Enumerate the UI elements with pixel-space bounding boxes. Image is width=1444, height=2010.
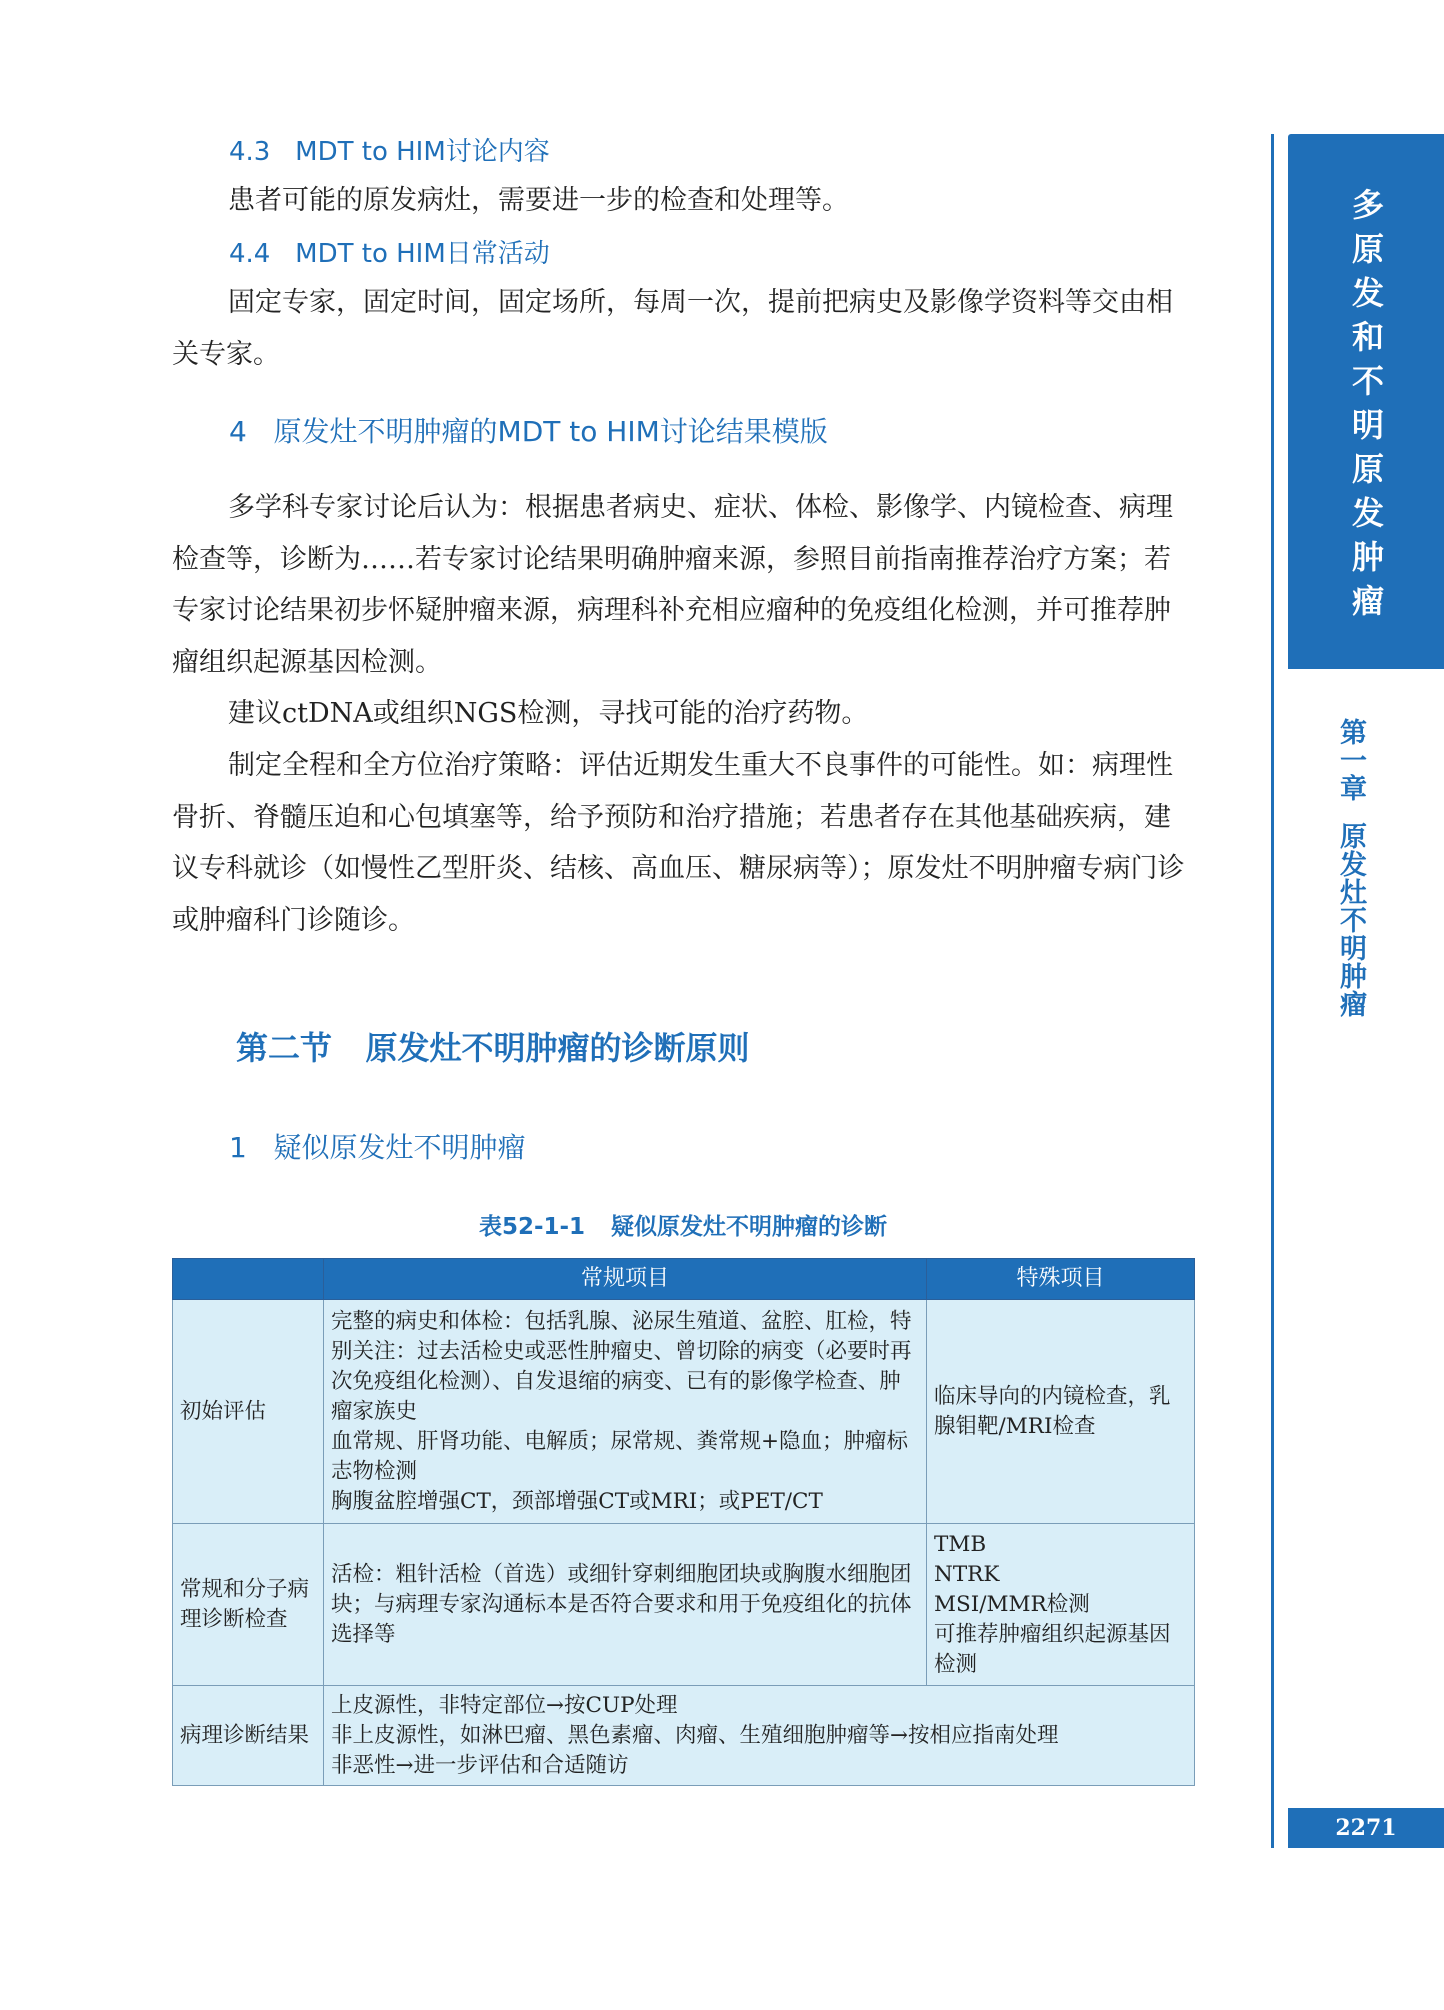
heading-number: 1	[229, 1131, 247, 1164]
section-heading	[236, 1023, 749, 1069]
heading-1	[229, 1126, 526, 1166]
header-cell	[173, 1259, 324, 1300]
diagnosis-table	[172, 1258, 1195, 1786]
table-row	[173, 1686, 1195, 1786]
special-line: MSI/MMR检测	[934, 1591, 1090, 1617]
chapter-label	[1331, 718, 1370, 1018]
table-caption	[172, 1208, 1194, 1241]
paragraph-result-3: 制定全程和全方位治疗策略：评估近期发生重大不良事件的可能性。如：病理性骨折、脊髓压迫和心包填塞等，给予预防和治疗措施；若患者存在其他基础疾病，建议专科就诊（如慢性乙型肝炎、结核、高血压、糖尿病等）；原发灶不明肿瘤专病门诊或肿瘤科门诊随诊。	[172, 750, 1185, 936]
table-header-row	[173, 1259, 1195, 1300]
heading-number: 4.4	[229, 239, 271, 269]
routine-line: 活检：粗针活检（首选）或细针穿刺细胞团块或胸腹水细胞团块；与病理专家沟通标本是否符合要求和用于免疫组化的抗体选择等	[331, 1561, 912, 1647]
heading-title: 疑似原发灶不明肿瘤	[273, 1131, 526, 1164]
section-number: 第二节	[236, 1029, 333, 1067]
routine-line: 胸腹盆腔增强CT，颈部增强CT或MRI；或PET/CT	[331, 1488, 823, 1514]
special-cell	[927, 1300, 1195, 1524]
side-tab-title: 多原发和不明原发肿瘤	[1347, 188, 1385, 628]
routine-line: 上皮源性，非特定部位→按CUP处理	[331, 1692, 678, 1718]
heading-title: 原发灶不明肿瘤的MDT to HIM讨论结果模版	[273, 415, 828, 448]
heading-number: 4.3	[229, 137, 271, 167]
paragraph-result-2: 建议ctDNA或组织NGS检测，寻找可能的治疗药物。	[228, 698, 869, 729]
header-cell: 特殊项目	[927, 1259, 1195, 1300]
routine-line: 血常规、肝肾功能、电解质；尿常规、粪常规+隐血；肿瘤标志物检测	[331, 1428, 909, 1484]
special-line: 可推荐肿瘤组织起源基因检测	[934, 1621, 1171, 1677]
paragraph-4-4: 固定专家，固定时间，固定场所，每周一次，提前把病史及影像学资料等交由相关专家。	[172, 287, 1173, 370]
routine-cell	[324, 1300, 927, 1524]
side-tab	[1288, 134, 1444, 669]
side-rule	[1271, 134, 1274, 1848]
chapter-number: 第一章	[1335, 718, 1366, 802]
heading-4	[229, 410, 828, 450]
routine-cell	[324, 1686, 1195, 1786]
routine-line: 完整的病史和体检：包括乳腺、泌尿生殖道、盆腔、肛检，特别关注：过去活检史或恶性肿瘤史、曾切除的病变（必要时再次免疫组化检测）、自发退缩的病变、已有的影像学检查、肿瘤家族史	[331, 1308, 912, 1424]
chapter-title: 原发灶不明肿瘤	[1335, 822, 1366, 1018]
heading-title: MDT to HIM日常活动	[295, 239, 550, 269]
section-title: 原发灶不明肿瘤的诊断原则	[365, 1029, 750, 1067]
category-cell: 常规和分子病理诊断检查	[173, 1524, 324, 1686]
page-number: 2271	[1288, 1808, 1444, 1848]
category-cell: 初始评估	[173, 1300, 324, 1524]
caption-title: 疑似原发灶不明肿瘤的诊断	[611, 1214, 888, 1240]
caption-number: 表52-1-1	[478, 1214, 586, 1240]
paragraph-result-1: 多学科专家讨论后认为：根据患者病史、症状、体检、影像学、内镜检查、病理检查等，诊断为……若专家讨论结果明确肿瘤来源，参照目前指南推荐治疗方案；若专家讨论结果初步怀疑肿瘤来源，病理科补充相应瘤种的免疫组化检测，并可推荐肿瘤组织起源基因检测。	[172, 492, 1173, 678]
heading-title: MDT to HIM讨论内容	[295, 137, 550, 167]
special-line: NTRK	[934, 1561, 1000, 1587]
header-cell: 常规项目	[324, 1259, 927, 1300]
routine-line: 非上皮源性，如淋巴瘤、黑色素瘤、肉瘤、生殖细胞肿瘤等→按相应指南处理	[331, 1722, 1059, 1748]
table-row	[173, 1300, 1195, 1524]
special-cell	[927, 1524, 1195, 1686]
table-row	[173, 1524, 1195, 1686]
routine-line: 非恶性→进一步评估和合适随访	[331, 1752, 629, 1778]
routine-cell	[324, 1524, 927, 1686]
heading-4-4	[229, 233, 550, 270]
paragraph-4-3: 患者可能的原发病灶，需要进一步的检查和处理等。	[228, 185, 849, 216]
heading-number: 4	[229, 415, 247, 448]
special-line: 临床导向的内镜检查，乳腺钼靶/MRI检查	[934, 1383, 1171, 1439]
category-cell: 病理诊断结果	[173, 1686, 324, 1786]
heading-4-3	[229, 131, 550, 168]
special-line: TMB	[934, 1531, 987, 1557]
